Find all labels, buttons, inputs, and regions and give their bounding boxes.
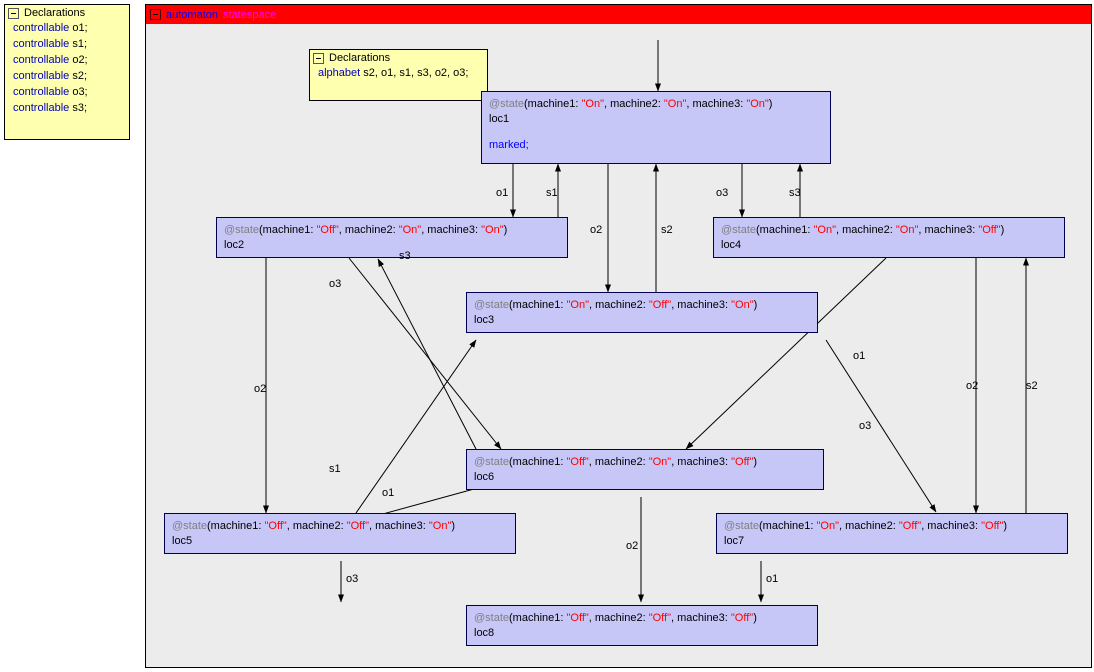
edge-label-o1-2: o1	[382, 487, 395, 499]
state-name: loc3	[474, 314, 495, 326]
declarations-header-outer	[5, 5, 129, 20]
edge-label-o3-2: o3	[329, 278, 342, 290]
edge-label-o1: o1	[496, 187, 509, 199]
edge-label-o1-4: o1	[766, 573, 779, 585]
declaration-line: controllable o2;	[13, 54, 88, 66]
state-name: loc5	[172, 535, 193, 547]
state-name: loc4	[721, 239, 742, 251]
alphabet-line: alphabet s2, o1, s1, s3, o2, o3;	[318, 67, 469, 79]
state-annotation-line: @state(machine1: "On", machine2: "On", machine3: "On")	[489, 98, 773, 110]
edge-label-s3: s3	[789, 187, 801, 199]
declarations-header-inner	[310, 50, 487, 65]
edge-label-s3-2: s3	[399, 250, 411, 262]
automaton-name: statespace	[222, 8, 277, 21]
declaration-line: controllable s3;	[13, 102, 87, 114]
state-annotation-line: @state(machine1: "On", machine2: "On", machine3: "Off")	[721, 224, 1005, 236]
declarations-title-outer: Declarations	[24, 7, 86, 19]
state-annotation-line: @state(machine1: "Off", machine2: "On", machine3: "Off")	[474, 456, 758, 468]
declaration-line: controllable o3;	[13, 86, 88, 98]
state-node-loc1[interactable]	[481, 91, 831, 164]
declaration-line: controllable o1;	[13, 22, 88, 34]
edge-label-o2-2: o2	[254, 383, 267, 395]
state-name: loc2	[224, 239, 245, 251]
state-annotation-line: @state(machine1: "On", machine2: "Off", machine3: "Off")	[724, 520, 1008, 532]
edge-label-o2: o2	[590, 224, 603, 236]
state-node-loc3[interactable]	[466, 292, 818, 333]
edge-label-o3: o3	[716, 187, 729, 199]
state-annotation-line: @state(machine1: "Off", machine2: "Off", machine3: "Off")	[474, 612, 757, 624]
edge-label-s1: s1	[546, 187, 558, 199]
state-name: loc7	[724, 535, 745, 547]
declarations-box-outer	[4, 4, 130, 140]
declarations-body-outer	[5, 20, 129, 120]
edge-label-o3-3: o3	[859, 420, 872, 432]
state-node-loc4[interactable]	[713, 217, 1065, 258]
edge-label-s2: s2	[661, 224, 673, 236]
declarations-body-inner	[310, 65, 487, 85]
state-annotation-line: @state(machine1: "Off", machine2: "On", machine3: "On")	[224, 224, 508, 236]
state-node-loc7[interactable]	[716, 513, 1068, 554]
edge-label-o3-4: o3	[346, 573, 359, 585]
edge-label-s1-2: s1	[329, 463, 341, 475]
collapse-toggle-icon[interactable]	[8, 8, 19, 19]
state-annotation-line: @state(machine1: "On", machine2: "Off", machine3: "On")	[474, 299, 758, 311]
state-node-loc6[interactable]	[466, 449, 824, 490]
declaration-line: controllable s1;	[13, 38, 87, 50]
state-name: loc6	[474, 471, 495, 483]
state-node-loc5[interactable]	[164, 513, 516, 554]
declarations-title-inner: Declarations	[329, 52, 391, 64]
state-name: loc8	[474, 627, 495, 639]
collapse-toggle-icon[interactable]	[313, 53, 324, 64]
edge-label-o2-3: o2	[966, 380, 979, 392]
state-marked: marked;	[489, 139, 529, 151]
declaration-line: controllable s2;	[13, 70, 87, 82]
automaton-keyword: automaton	[166, 8, 218, 21]
state-node-loc2[interactable]	[216, 217, 568, 258]
edge-label-s2-2: s2	[1026, 380, 1038, 392]
state-node-loc8[interactable]	[466, 605, 818, 646]
state-name: loc1	[489, 113, 510, 125]
declarations-box-inner	[309, 49, 488, 101]
edge-label-o1-3: o1	[853, 350, 866, 362]
edge-label-o2-4: o2	[626, 540, 639, 552]
automaton-frame	[145, 4, 1092, 668]
state-annotation-line: @state(machine1: "Off", machine2: "Off", machine3: "On")	[172, 520, 456, 532]
